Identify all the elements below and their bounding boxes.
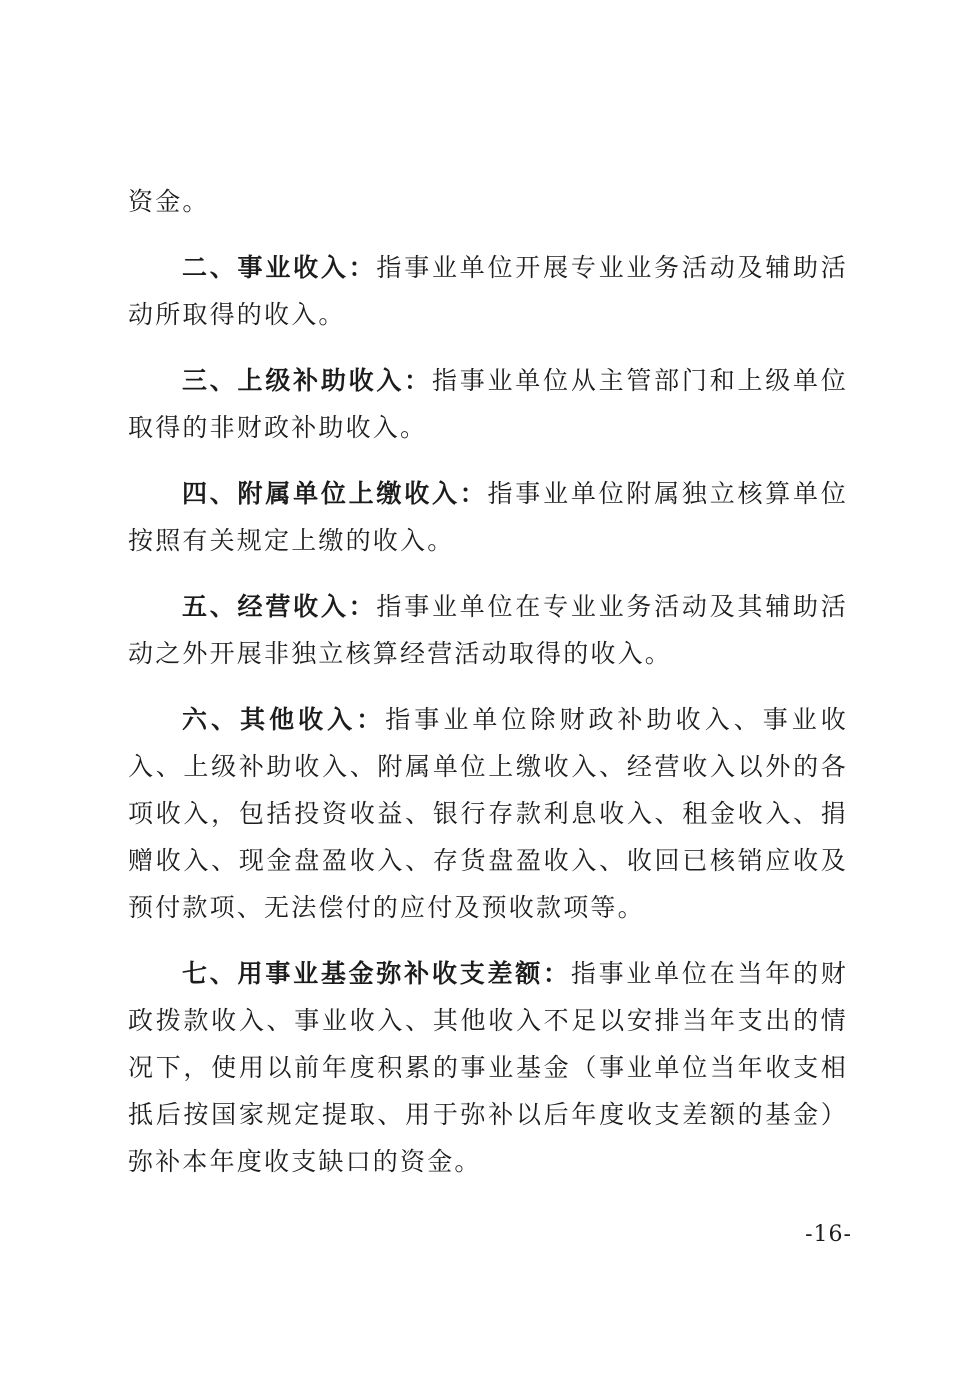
- paragraph-body: 指事业单位开展专业业务活动及辅助活动所取得的收入。: [128, 253, 848, 329]
- paragraph-term: 七、用事业基金弥补收支差额：: [182, 959, 571, 988]
- paragraph-affiliated-unit-income: [128, 470, 848, 564]
- paragraph-body: 资金。: [128, 187, 210, 216]
- paragraph-body: 指事业单位在专业业务活动及其辅助活动之外开展非独立核算经营活动取得的收入。: [128, 592, 848, 668]
- paragraph-body: 指事业单位除财政补助收入、事业收入、上级补助收入、附属单位上缴收入、经营收入以外的各项收入，包括投资收益、银行存款利息收入、租金收入、捐赠收入、现金盘盈收入、存货盘盈收入、收回已核销应收及预付款项、无法偿付的应付及预收款项等。: [128, 705, 849, 922]
- paragraph-other-income: [128, 696, 848, 931]
- paragraph-term: 五、经营收入：: [182, 592, 377, 621]
- paragraph-term: 二、事业收入：: [182, 253, 377, 282]
- paragraph-body: 指事业单位附属独立核算单位按照有关规定上缴的收入。: [128, 479, 848, 555]
- paragraph-term: 四、附属单位上缴收入：: [182, 479, 488, 508]
- paragraph-operating-income: [128, 583, 848, 677]
- document-body: [128, 178, 848, 1204]
- paragraph-body: 指事业单位从主管部门和上级单位取得的非财政补助收入。: [128, 366, 848, 442]
- paragraph-body: 指事业单位在当年的财政拨款收入、事业收入、其他收入不足以安排当年支出的情况下，使用以前年度积累的事业基金（事业单位当年收支相抵后按国家规定提取、用于弥补以后年度收支差额的基金）弥补本年度收支缺口的资金。: [128, 959, 848, 1176]
- paragraph-fund-offset: [128, 950, 848, 1185]
- paragraph-term: 六、其他收入：: [182, 705, 386, 734]
- paragraph-business-income: [128, 244, 848, 338]
- paragraph-superior-subsidy-income: [128, 357, 848, 451]
- page-number: -16-: [805, 1222, 852, 1247]
- paragraph-term: 三、上级补助收入：: [182, 366, 432, 395]
- paragraph-continuation: [128, 178, 848, 225]
